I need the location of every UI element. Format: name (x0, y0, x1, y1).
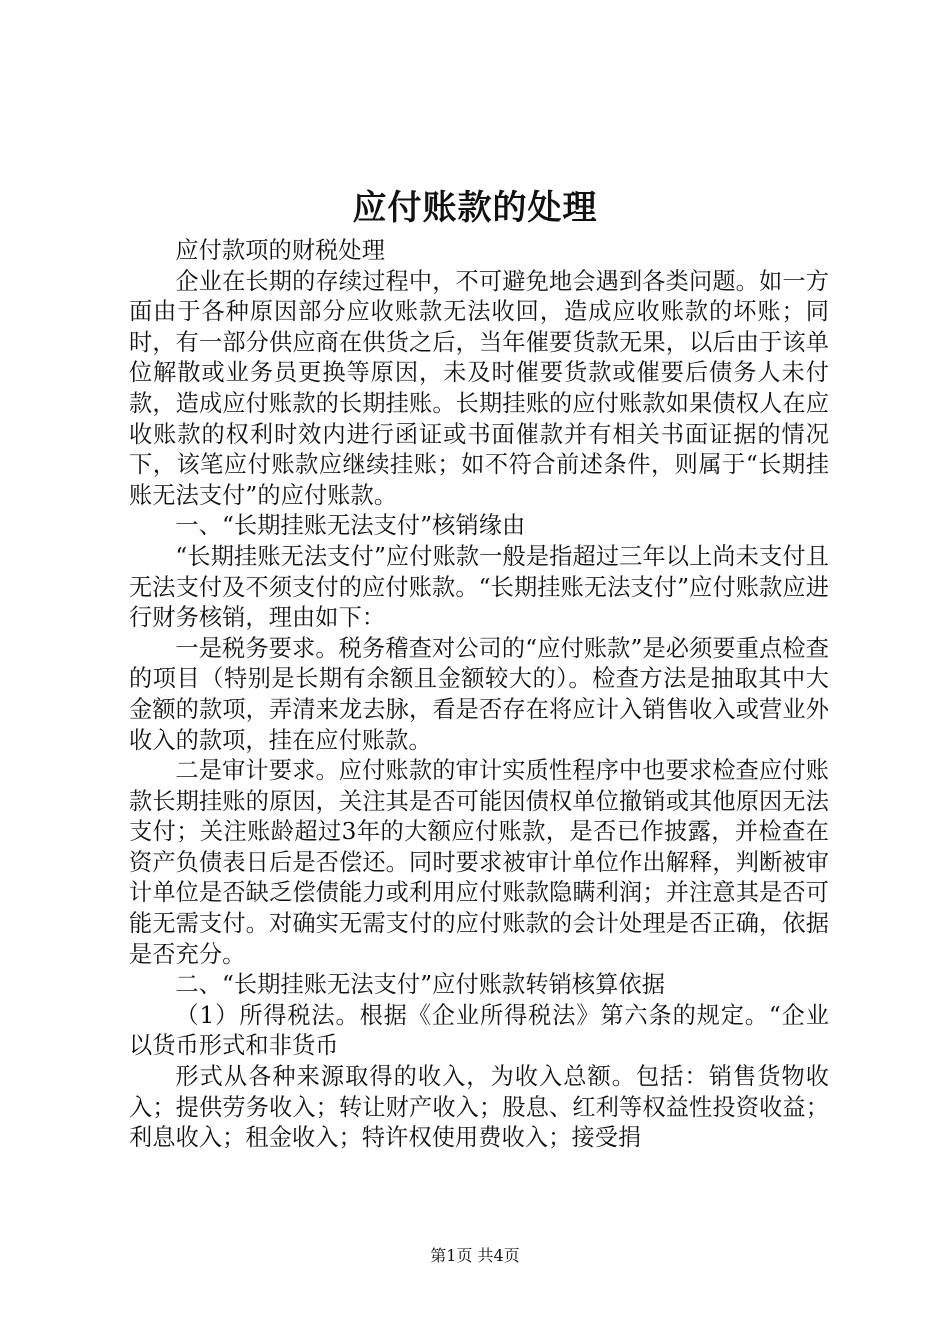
body-paragraph: 一是税务要求。税务稽查对公司的“应付账款”是必须要重点检查的项目（特别是长期有余额且金额较大的）。检查方法是抽取其中大金额的款项，弄清来龙去脉，看是否存在将应计入销售收入或营业外收入的款项，挂在应付账款。 (129, 634, 829, 754)
section-heading: 应付款项的财税处理 (175, 237, 385, 264)
section-heading: 一、“长期挂账无法支付”核销缘由 (175, 512, 526, 540)
body-paragraph: “长期挂账无法支付”应付账款一般是指超过三年以上尚未支付且无法支付及不须支付的应付账款。“长期挂账无法支付”应付账款应进行财务核销，理由如下： (129, 542, 829, 632)
page-footer: 第1页 共4页 (430, 1246, 520, 1265)
document-body (129, 236, 829, 1154)
body-paragraph: （1）所得税法。根据《企业所得税法》第六条的规定。“企业以货币形式和非货币 (129, 1001, 829, 1060)
document-title: 应付账款的处理 (352, 188, 598, 228)
section-heading: 二、“长期挂账无法支付”应付账款转销核算依据 (175, 971, 666, 999)
body-paragraph: 二是审计要求。应付账款的审计实质性程序中也要求检查应付账款长期挂账的原因，关注其是否可能因债权单位撤销或其他原因无法支付；关注账龄超过3年的大额应付账款，是否已作披露，并检查在资产负债表日后是否偿还。同时要求被审计单位作出解释，判断被审计单位是否缺乏偿债能力或利用应付账款隐瞒利润；并注意其是否可能无需支付。对确实无需支付的应付账款的会计处理是否正确，依据是否充分。 (129, 757, 829, 968)
body-paragraph: 企业在长期的存续过程中，不可避免地会遇到各类问题。如一方面由于各种原因部分应收账款无法收回，造成应收账款的坏账；同时，有一部分供应商在供货之后，当年催要货款无果，以后由于该单位解散或业务员更换等原因，未及时催要货款或催要后债务人未付款，造成应付账款的长期挂账。长期挂账的应付账款如果债权人在应收账款的权利时效内进行函证或书面催款并有相关书面证据的情况下，该笔应付账款应继续挂账；如不符合前述条件，则属于“长期挂账无法支付”的应付账款。 (129, 267, 829, 509)
body-paragraph: 形式从各种来源取得的收入，为收入总额。包括：销售货物收入；提供劳务收入；转让财产收入；股息、红利等权益性投资收益；利息收入；租金收入；特许权使用费收入；接受捐 (129, 1063, 829, 1152)
